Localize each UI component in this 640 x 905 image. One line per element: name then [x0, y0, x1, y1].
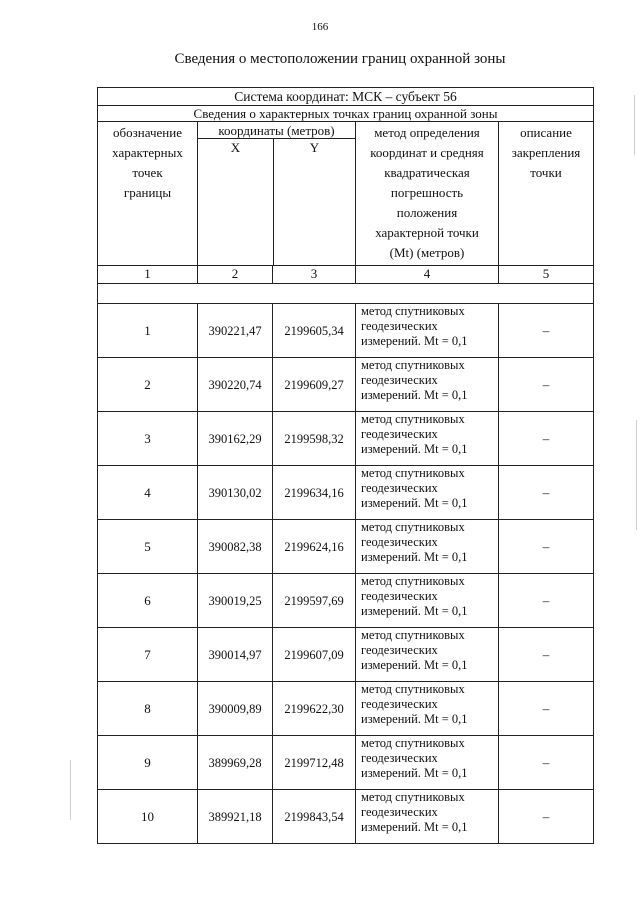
- method-cell: [356, 520, 499, 574]
- header-method-line: квадратическая: [384, 165, 470, 180]
- method-line: измерений. Mt = 0,1: [361, 604, 468, 618]
- coord-x: 390220,74: [198, 358, 273, 412]
- coord-y: 2199607,09: [273, 628, 356, 682]
- coord-y: 2199624,16: [273, 520, 356, 574]
- description-cell: –: [499, 466, 594, 520]
- header-description-line: описание: [520, 125, 572, 140]
- coord-x: 390162,29: [198, 412, 273, 466]
- header-method-line: координат и средняя: [370, 145, 484, 160]
- point-number: 7: [98, 628, 198, 682]
- table-body: [98, 88, 594, 844]
- table-row: [98, 412, 594, 466]
- header-coordinates: [198, 122, 356, 266]
- coord-y: 2199622,30: [273, 682, 356, 736]
- header-method-line: погрешность: [390, 185, 464, 200]
- method-line: метод спутниковых: [361, 358, 465, 372]
- point-number: 8: [98, 682, 198, 736]
- method-line: метод спутниковых: [361, 304, 465, 318]
- column-number: 1: [98, 266, 198, 284]
- method-cell: [356, 358, 499, 412]
- method-cell: [356, 736, 499, 790]
- method-line: измерений. Mt = 0,1: [361, 388, 468, 402]
- coord-y: 2199712,48: [273, 736, 356, 790]
- boundary-points-table: [97, 87, 594, 844]
- header-designation-line: характерных: [112, 145, 183, 160]
- coord-x: 390014,97: [198, 628, 273, 682]
- point-number: 1: [98, 304, 198, 358]
- coord-x: 390019,25: [198, 574, 273, 628]
- method-cell: [356, 304, 499, 358]
- header-method-line: метод определения: [374, 125, 480, 140]
- scan-artifact-line: [634, 95, 635, 155]
- page-title: Сведения о местоположении границ охранной зоны: [174, 51, 506, 67]
- method-line: измерений. Mt = 0,1: [361, 820, 468, 834]
- coord-x: 390082,38: [198, 520, 273, 574]
- table-row: [98, 358, 594, 412]
- empty-cell: [98, 284, 594, 304]
- table-row: [98, 736, 594, 790]
- coord-y: 2199634,16: [273, 466, 356, 520]
- method-line: измерений. Mt = 0,1: [361, 334, 468, 348]
- header-method-line: (Mt) (метров): [389, 245, 465, 260]
- point-number: 5: [98, 520, 198, 574]
- table-row: [98, 520, 594, 574]
- description-cell: –: [499, 520, 594, 574]
- description-cell: –: [499, 304, 594, 358]
- coord-x: 389921,18: [198, 790, 273, 844]
- point-number: 9: [98, 736, 198, 790]
- method-line: измерений. Mt = 0,1: [361, 550, 468, 564]
- scan-artifact-line: [636, 420, 637, 530]
- coord-y: 2199597,69: [273, 574, 356, 628]
- header-method-line: положения: [396, 205, 458, 220]
- method-line: геодезических: [361, 589, 438, 603]
- method-line: метод спутниковых: [361, 682, 465, 696]
- table-row: [98, 682, 594, 736]
- description-cell: –: [499, 682, 594, 736]
- header-coordinates-label: координаты (метров): [198, 122, 355, 139]
- table-row: [98, 574, 594, 628]
- scan-artifact-line: [70, 760, 71, 820]
- method-cell: [356, 682, 499, 736]
- point-number: 2: [98, 358, 198, 412]
- method-line: геодезических: [361, 805, 438, 819]
- point-number: 6: [98, 574, 198, 628]
- method-cell: [356, 466, 499, 520]
- method-line: метод спутниковых: [361, 628, 465, 642]
- coord-y: 2199843,54: [273, 790, 356, 844]
- header-method-line: характерной точки: [375, 225, 479, 240]
- coord-x: 390130,02: [198, 466, 273, 520]
- method-line: геодезических: [361, 643, 438, 657]
- system-row: [98, 88, 594, 106]
- header-designation-line: обозначение: [113, 125, 182, 140]
- method-cell: [356, 412, 499, 466]
- coord-x: 390009,89: [198, 682, 273, 736]
- point-number: 4: [98, 466, 198, 520]
- table-row: [98, 628, 594, 682]
- point-number: 3: [98, 412, 198, 466]
- method-cell: [356, 790, 499, 844]
- table-row: [98, 790, 594, 844]
- method-line: геодезических: [361, 481, 438, 495]
- header-y: Y: [309, 140, 320, 155]
- coord-x: 389969,28: [198, 736, 273, 790]
- header-designation-line: границы: [123, 185, 172, 200]
- header-row: [98, 122, 594, 266]
- method-line: геодезических: [361, 373, 438, 387]
- header-description-line: закрепления: [511, 145, 581, 160]
- coord-y: 2199605,34: [273, 304, 356, 358]
- header-method: [356, 122, 499, 266]
- system-cell: Система координат: МСК – субъект 56: [98, 88, 594, 106]
- coord-y: 2199609,27: [273, 358, 356, 412]
- header-designation: [98, 122, 198, 266]
- section-cell: Сведения о характерных точках границ охранной зоны: [98, 106, 594, 122]
- description-cell: –: [499, 736, 594, 790]
- column-number: 2: [198, 266, 273, 284]
- empty-row: [98, 284, 594, 304]
- header-designation-line: точек: [132, 165, 163, 180]
- coord-x: 390221,47: [198, 304, 273, 358]
- header-coordinates-split: [198, 139, 355, 265]
- column-number: 4: [356, 266, 499, 284]
- page-number: 166: [311, 21, 329, 33]
- method-line: измерений. Mt = 0,1: [361, 712, 468, 726]
- table-row: [98, 304, 594, 358]
- method-line: геодезических: [361, 535, 438, 549]
- column-number-row: [98, 266, 594, 284]
- point-number: 10: [98, 790, 198, 844]
- header-description-line: точки: [530, 165, 562, 180]
- method-line: измерений. Mt = 0,1: [361, 766, 468, 780]
- method-line: геодезических: [361, 697, 438, 711]
- method-line: метод спутниковых: [361, 736, 465, 750]
- section-row: [98, 106, 594, 122]
- column-number: 5: [499, 266, 594, 284]
- method-line: геодезических: [361, 751, 438, 765]
- description-cell: –: [499, 790, 594, 844]
- header-description: [499, 122, 594, 266]
- description-cell: –: [499, 358, 594, 412]
- method-line: метод спутниковых: [361, 412, 465, 426]
- method-cell: [356, 574, 499, 628]
- method-line: метод спутниковых: [361, 466, 465, 480]
- method-line: геодезических: [361, 427, 438, 441]
- method-line: геодезических: [361, 319, 438, 333]
- method-line: метод спутниковых: [361, 574, 465, 588]
- description-cell: –: [499, 412, 594, 466]
- method-line: измерений. Mt = 0,1: [361, 658, 468, 672]
- method-line: метод спутниковых: [361, 520, 465, 534]
- coord-y: 2199598,32: [273, 412, 356, 466]
- description-cell: –: [499, 628, 594, 682]
- method-line: метод спутниковых: [361, 790, 465, 804]
- method-line: измерений. Mt = 0,1: [361, 496, 468, 510]
- method-line: измерений. Mt = 0,1: [361, 442, 468, 456]
- method-cell: [356, 628, 499, 682]
- table-row: [98, 466, 594, 520]
- column-number: 3: [273, 266, 356, 284]
- description-cell: –: [499, 574, 594, 628]
- header-x: X: [198, 139, 274, 265]
